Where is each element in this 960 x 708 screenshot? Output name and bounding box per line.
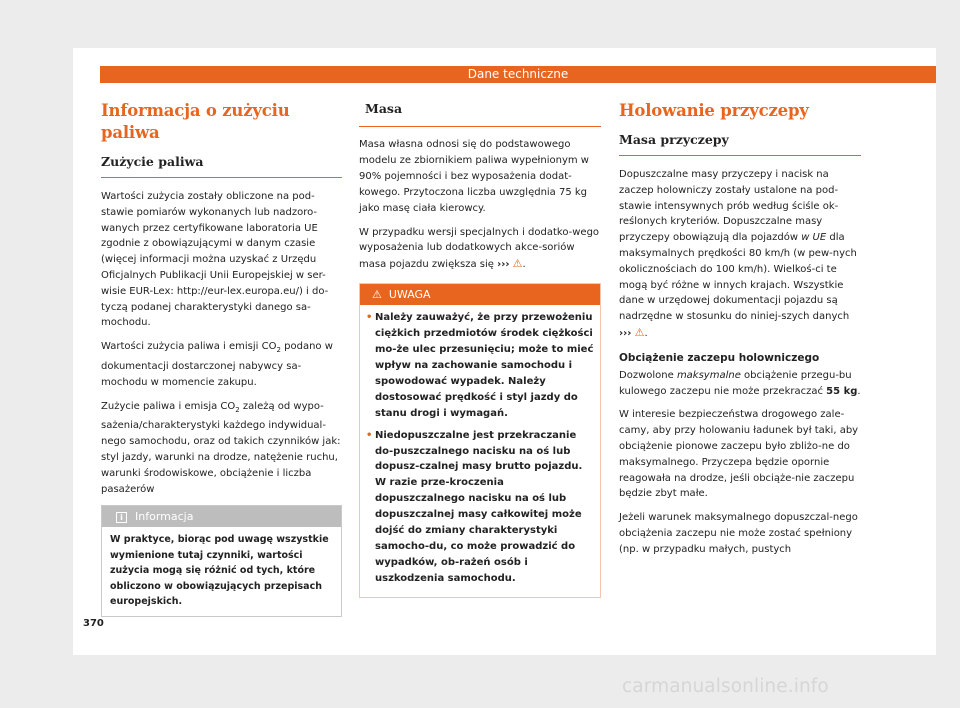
cross-reference-arrows[interactable]: ››› [619, 327, 632, 339]
bullet-icon: • [366, 429, 373, 441]
section-header-bar [100, 66, 936, 83]
info-box-text: W praktyce, biorąc pod uwagę wszystkie wymienione tutaj czynniki, wartości zużycia mogą się różnić od tych, które obliczono w obowiązujących przepisach europejskich. [110, 534, 329, 608]
towbar-paragraph-2: W interesie bezpieczeństwa drogowego zale-camy, aby przy holowaniu ładunek był taki, aby obciążenie pionowe zaczepu było zbliżo-ne do maksymalnego. Przyczepa będzie opornie reagowała na drodze, jeśli obciąże-nie zaczepu będzie zbyt małe. [619, 409, 859, 500]
info-box [101, 505, 342, 617]
trailer-paragraph-1: Dopuszczalne masy przyczepy i nacisk na zaczep holowniczy zostały ustalone na pod-stawie intensywnych prób według ściśle ok-reślonych kryteriów. Dopuszczalne masy przyczepy obowiązują dla pojazdów w UE dla maksymalnych prędkości 80 km/h (w pew-nych okolicznościach do 100 km/h). Wielkoś-ci te mogą być różne w innych krajach. Wszystkie dane w urzędowej dokumentacji pojazdu są nadrzędne w stosunku do niniej-szych danych ››› ⚠. [619, 169, 857, 339]
mass-heading: Masa [359, 100, 601, 127]
towbar-load-heading: Obciążenie zaczepu holowniczego [619, 351, 820, 364]
fuel-info-heading: Informacja o zużyciu paliwa [101, 101, 290, 142]
warning-ref-icon: ⚠ [634, 325, 645, 339]
mass-paragraph-2: W przypadku wersji specjalnych i dodatko-wego wyposażenia lub dodatkowych akce-soriów masa pojazdu zwiększa się ››› ⚠. [359, 226, 600, 271]
warning-body [360, 305, 600, 596]
warning-item: • Należy zauważyć, że przy przewożeniu ciężkich przedmiotów środek ciężkości mo-że ulec przesunięciu; może to mieć wpływ na zachowanie samochodu i spowodować wypadek. Należy dostosować prędkość i styl jazdy do stanu drogi i wymagań. [366, 312, 594, 419]
warning-item: • Niedopuszczalne jest przekraczanie do-puszczalnego nacisku na oś lub dopusz-czalnej masy brutto pojazdu. W razie prze-kroczenia dopuszczalnego nacisku na oś lub dopuszczalnej masy całkowitej może dojść do zmiany charakterystyki samocho-du, co może prowadzić do wypadków, ob-rażeń osób i uszkodzenia samochodu. [366, 429, 583, 584]
watermark: carmanualsonline.info [622, 676, 829, 697]
mass-paragraph-1: Masa własna odnosi się do podstawowego modelu ze zbiornikiem paliwa wypełnionym w 90% pojemności i bez wyposażenia dodat-kowego. Przytoczona liczba uwzględnia 75 kg jako masę ciała kierowcy. [359, 139, 589, 214]
column-mass [359, 100, 601, 598]
towing-heading: Holowanie przyczepy [619, 101, 809, 120]
warning-box [359, 283, 601, 597]
towbar-paragraph-3: Jeżeli warunek maksymalnego dopuszczal-nego obciążenia zaczepu nie może zostać spełniony (np. w przypadku małych, pustych [619, 512, 858, 555]
fuel-paragraph-3: Zużycie paliwa i emisja $CO_2$ zależą od wypo-sażenia/charakterystyki każdego indywidual-nego samochodu, oraz od takich czynników jak: styl jazdy, warunki na drodze, natężenie ruchu, warunki środowiskowe, obciążenie i liczba pasażerów [101, 400, 341, 495]
towbar-paragraph-1: Dozwolone maksymalne obciążenie przegu-bu kulowego zaczepu nie może przekraczać 55 kg. [619, 369, 861, 397]
warning-box-header [360, 284, 600, 305]
trailer-mass-subheading: Masa przyczepy [619, 131, 861, 156]
warning-icon: ⚠ [372, 288, 382, 302]
fuel-consumption-subheading: Zużycie paliwa [101, 153, 342, 178]
warning-title: UWAGA [388, 288, 431, 302]
column-towing [619, 100, 861, 566]
bullet-icon: • [366, 312, 373, 324]
info-box-title: Informacja [135, 510, 194, 524]
info-icon: i [116, 512, 127, 523]
cross-reference-arrows[interactable]: ››› [497, 259, 510, 271]
info-box-header [102, 506, 341, 527]
fuel-paragraph-1: Wartości zużycia zostały obliczone na pod-stawie pomiarów wykonanych lub nadzoro-wanych przez certyfikowane laboratoria UE zgodnie z obowiązującymi w danym czasie (więcej informacji można uzyskać z Urzędu Oficjalnych Publikacji Unii Europejskiej w ser-wisie EUR-Lex: http://eur-lex.europa.eu/) i do-tyczą podanej charakterystyki danego sa-mochodu. [101, 191, 329, 329]
section-header-title: Dane techniczne [467, 67, 569, 81]
column-fuel-consumption [101, 100, 342, 617]
warning-ref-icon: ⚠ [512, 257, 523, 271]
fuel-paragraph-2: Wartości zużycia paliwa i emisji $CO_2$ podano w dokumentacji dostarczonej nabywcy sa-mochodu w momencie zakupu. [101, 341, 333, 388]
page-number: 370 [83, 618, 104, 629]
